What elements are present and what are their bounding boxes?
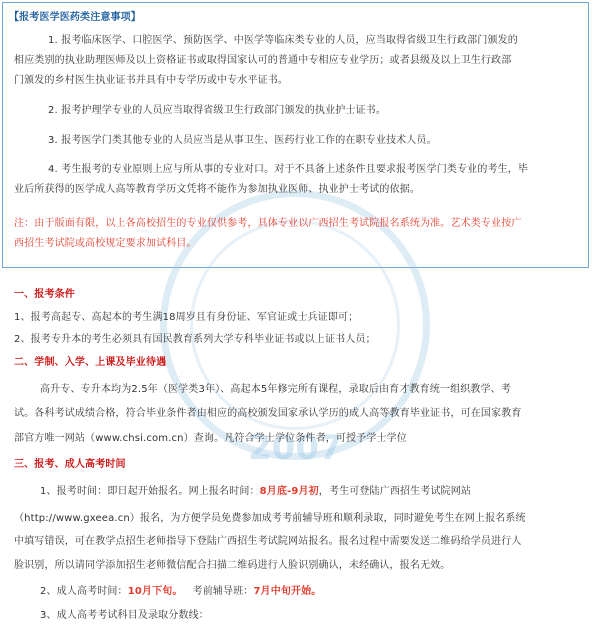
notice-item-4-line-1: 4. 考生报考的专业原则上应与所从事的专业对口。对于不具备上述条件且要求报考医学门类专业的考生，毕	[48, 164, 529, 175]
notice-note-line-1: 注：由于版面有限，以上各高校招生的专业仅供参考，具体专业以广西招生考试院报名系统为准。艺术类专业按广	[14, 218, 522, 229]
notice-title: 【报考医学医药类注意事项】	[9, 12, 141, 23]
registration-line-4: 脸识别，所以请同学添加招生老师微信配合扫描二维码进行人脸识别确认，未经确认，报名无效。	[14, 560, 451, 571]
section-1-item-2: 2、报考专升本的考生必须具有国民教育系列大学专科毕业证书或以上证书人员；	[14, 334, 376, 345]
notice-item-1-line-2: 相应类别的执业助理医师及以上资格证书或取得国家认可的普通中专相应专业学历；或者县级及以上卫生行政部	[14, 55, 512, 66]
exam-subjects-line: 3、成人高考考试科目及录取分数线：	[40, 610, 209, 621]
notice-note-line-2: 西招生考试院或高校规定要求加试科目。	[14, 238, 197, 249]
watermark-seal-inner	[190, 220, 400, 430]
section-2-line-3: 部官方唯一网站（www.chsi.com.cn）查询。凡符合学士学位条件者，可授予学士学位	[14, 433, 407, 444]
exam-time-line	[40, 582, 593, 597]
registration-period: 8月底-9月初	[259, 486, 319, 497]
watermark-year: 2007	[248, 428, 343, 468]
section-1-item-1: 1、报考高起专、高起本的考生满18周岁且有身份证、军官证或士兵证即可；	[14, 312, 359, 323]
notice-item-4-line-2: 业后所获得的医学成人高等教育学历文凭将不能作为参加执业医师、执业护士考试的依据。	[14, 184, 420, 195]
section-3-heading: 三、报考、成人高考时间	[14, 459, 126, 470]
registration-time-line	[40, 482, 593, 497]
registration-line-2: （http://www.gxeea.cn）报名，为方便学员免费参加成考考前辅导班和顺利录取，同时避免考生在网上报名系统	[14, 513, 526, 524]
registration-time-suffix: ，考生可登陆广西招生考试院网站	[318, 486, 472, 497]
tutor-class-time: 7月中旬开始。	[253, 586, 322, 597]
section-1-heading: 一、报考条件	[14, 289, 75, 300]
notice-item-1-line-1: 1. 报考临床医学、口腔医学、预防医学、中医学等临床类专业的人员，应当取得省级卫生行政部门颁发的	[48, 35, 518, 46]
notice-item-2: 2. 报考护理学专业的人员应当取得省级卫生行政部门颁发的执业护士证书。	[48, 105, 386, 116]
section-2-heading: 二、学制、入学、上课及毕业待遇	[14, 357, 167, 368]
notice-item-3: 3. 报考医学门类其他专业的人员应当是从事卫生、医药行业工作的在职专业技术人员。	[48, 135, 437, 146]
exam-time-prefix: 2、成人高考时间：	[40, 586, 128, 597]
section-2-line-1: 高升专、专升本均为2.5年（医学类3年）、高起本5年修完所有课程，录取后由育才教育统一组织教学、考	[40, 384, 511, 395]
tutor-class-label: 考前辅导班：	[192, 586, 254, 597]
registration-line-3: 中填写错误，可在教学点招生老师指导下登陆广西招生考试院网站报名。报名过程中需要发送二维码给学员进行人	[14, 536, 522, 547]
notice-item-1-line-3: 门颁发的乡村医生执业证书并具有中专学历或中专水平证书。	[14, 75, 289, 86]
exam-time-value: 10月下旬。	[127, 586, 183, 597]
registration-time-prefix: 1、报考时间：即日起开始报名。网上报名时间：	[40, 486, 260, 497]
section-2-line-2: 试。各科考试成绩合格，符合毕业条件者由相应的高校颁发国家承认学历的成人高等教育毕业证书，可在国家教育	[14, 408, 522, 419]
